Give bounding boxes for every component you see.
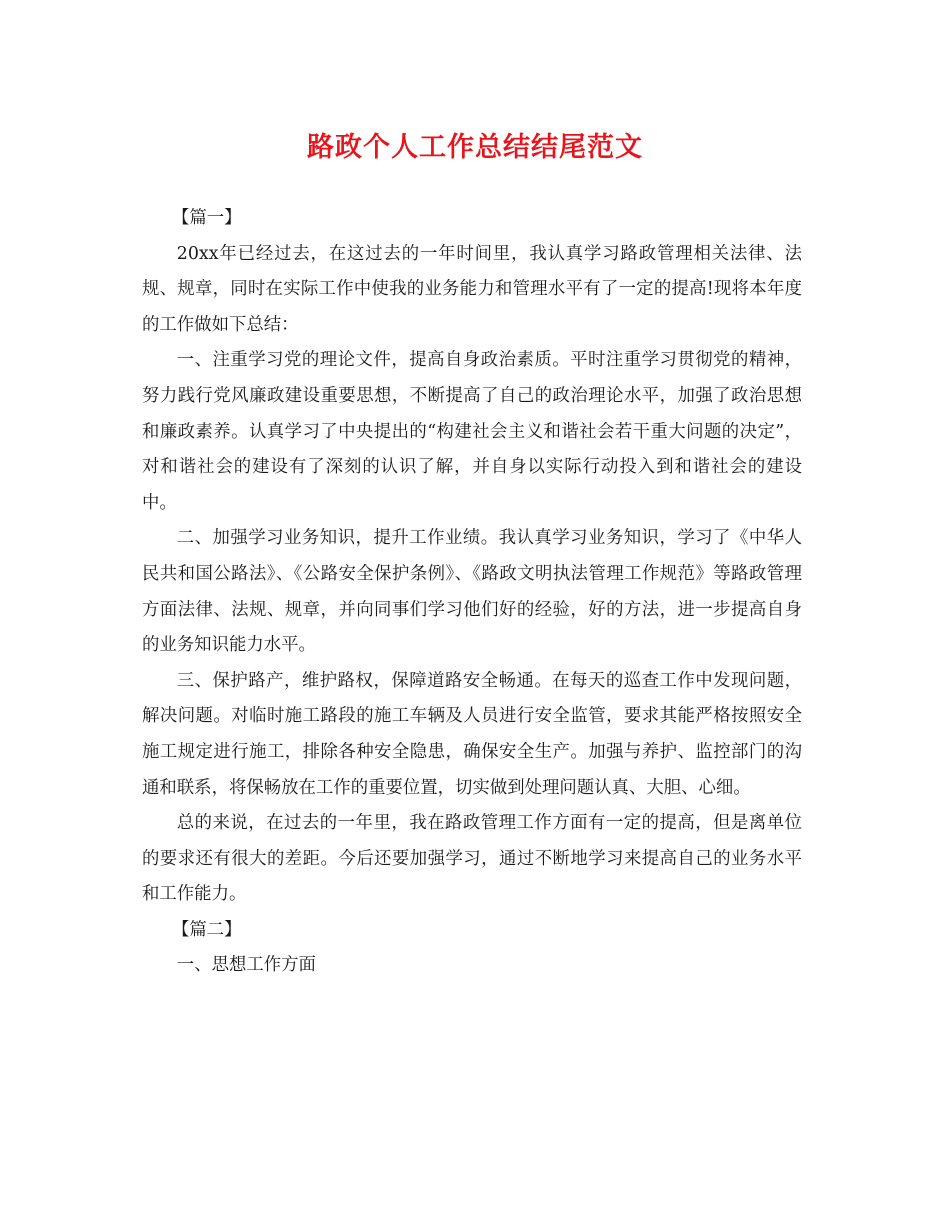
section-heading-2: 【篇二】 xyxy=(172,919,242,940)
section-heading-1: 【篇一】 xyxy=(172,208,242,228)
paragraph-point-3: 三、保护路产，维护路权，保障道路安全畅通。在每天的巡查工作中发现问题，解决问题。对临时施工路段的施工车辆及人员进行安全监管，要求其能严格按照安全施工规定进行施工，排除各种安全隐患，确保安全生产。加强与养护、监控部门的沟通和联系，将保畅放在工作的重要位置，切实做到处理问题认真、大胆、心细。 xyxy=(142,670,802,798)
paragraph-point-2: 二、加强学习业务知识，提升工作业绩。我认真学习业务知识，学习了《中华人民共和国公路法》、《公路安全保护条例》、《路政文明执法管理工作规范》等路政管理方面法律、法规、规章，并向同事们学习他们好的经验，好的方法，进一步提高自身的业务知识能力水平。 xyxy=(142,528,802,656)
paragraph-summary: 总的来说，在过去的一年里，我在路政管理工作方面有一定的提高，但是离单位的要求还有很大的差距。今后还要加强学习，通过不断地学习来提高自己的业务水平和工作能力。 xyxy=(142,813,802,905)
document-title: 路政个人工作总结结尾范文 xyxy=(307,132,643,163)
paragraph-subheading: 一、思想工作方面 xyxy=(176,955,316,976)
paragraph-intro: 20xx年已经过去，在这过去的一年时间里，我认真学习路政管理相关法律、法规、规章，同时在实际工作中使我的业务能力和管理水平有了一定的提高!现将本年度的工作做如下总结： xyxy=(142,243,802,335)
paragraph-point-1: 一、注重学习党的理论文件，提高自身政治素质。平时注重学习贯彻党的精神，努力践行党风廉政建设重要思想，不断提高了自己的政治理论水平，加强了政治思想和廉政素养。认真学习了中央提出的“构建社会主义和谐社会若干重大问题的决定”，对和谐社会的建设有了深刻的认识了解，并自身以实际行动投入到和谐社会的建设中。 xyxy=(142,350,802,513)
document-body xyxy=(142,201,802,984)
